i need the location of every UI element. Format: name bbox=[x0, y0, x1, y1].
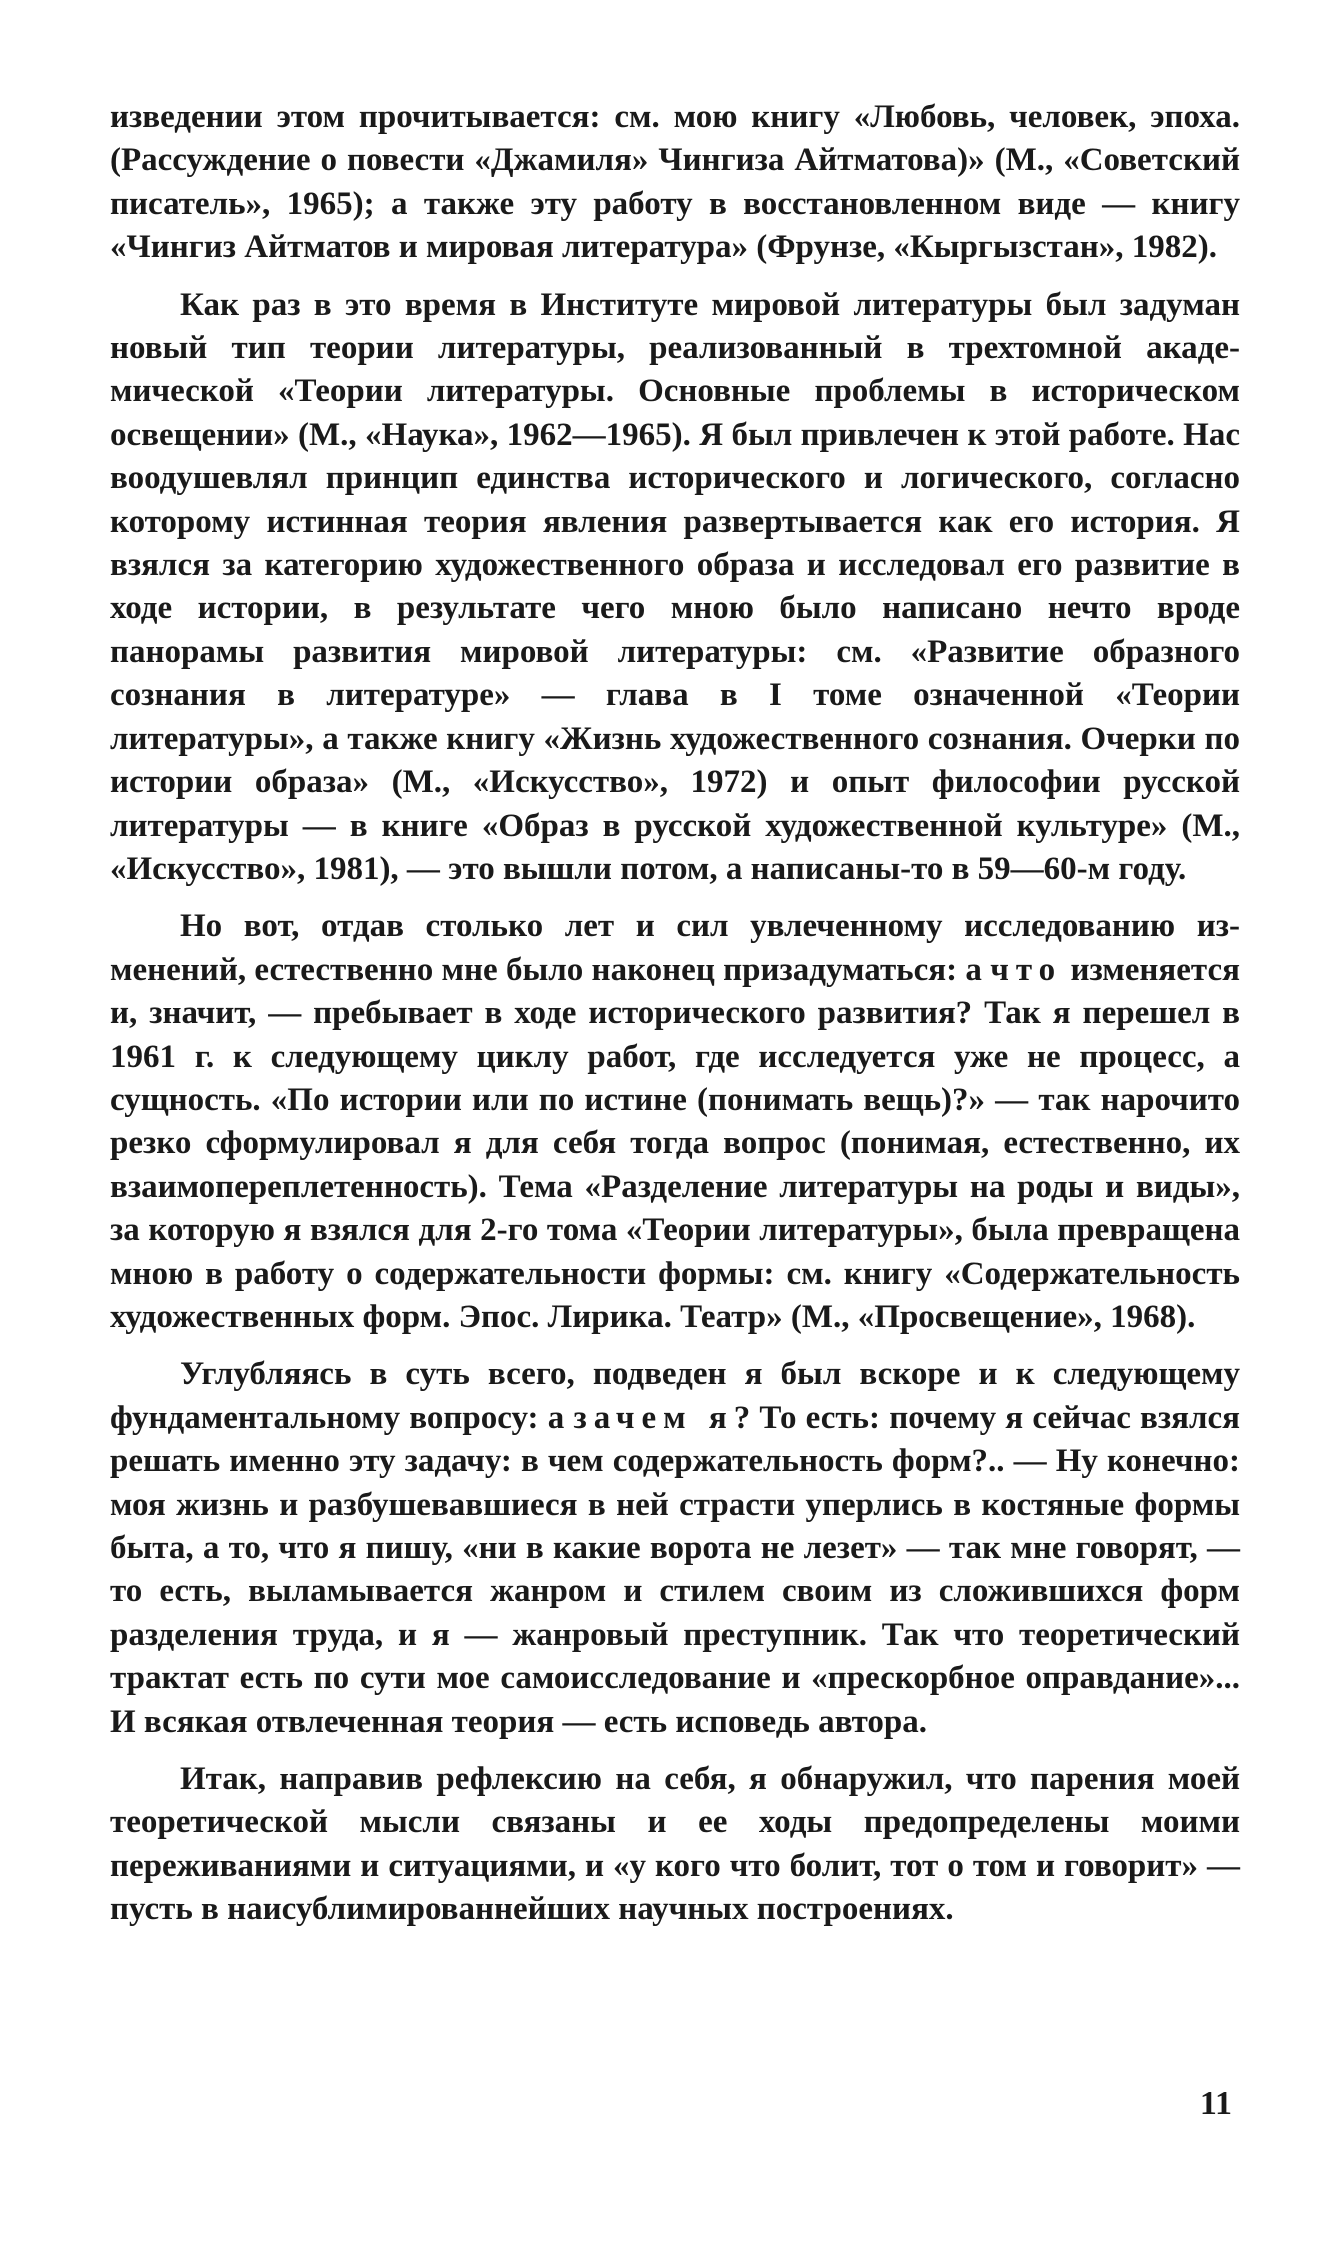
paragraph-3-part-2: изменяется и, значит, — пребывает в ходе исторического развития? Так я перешел в 1961 г. к следующему циклу работ, где исследуется уже не процесс, а сущность. «По истории или по истине (понимать вещь)?» — так нарочито резко сформулировал я для себя тогда вопрос (понимая, естественно, их взаимопереплетенность). Тема «Разделение литературы на роды и виды», за которую я взялся для 2-го тома «Теории литературы», была превращена мною в работу о содержательности формы: см. книгу «Содержательность художественных форм. Эпос. Лирика. Театр» (М., «Просвещение», 1968). bbox=[110, 951, 1240, 1335]
paragraph-1: изведении этом прочитывается: см. мою книгу «Любовь, человек, эпоха. (Рассуждение о повести «Джамиля» Чингиза Айтматова)» (М., «Советский писатель», 1965); а также эту работу в восстановленном виде — книгу «Чингиз Айтматов и мировая литература» (Фрунзе, «Кыргызстан», 1982). bbox=[110, 99, 1240, 266]
page-number: 11 bbox=[1199, 2085, 1232, 2122]
paragraph-4 bbox=[110, 1353, 1240, 1744]
paragraph-3-emphasis: что bbox=[990, 951, 1063, 988]
paragraph-4-part-2: ? То есть: почему я сейчас взялся решать именно эту задачу: в чем содержательность форм?.. — Ну конечно: моя жизнь и разбушевавшиеся в ней страсти уперлись в костяные формы быта, а то, что я пишу, «ни в какие ворота не лезет» — так мне говорят, — то есть, выламывается жанром и стилем своим из сложившихся форм разделения труда, и я — жанровый преступник. Так что теоретический трактат есть по сути мое самоисследование и «прескорбное оправдание»... И всякая отвлеченная теория — есть исповедь автора. bbox=[110, 1399, 1241, 1740]
paragraph-4-emphasis: зачем я bbox=[573, 1399, 734, 1436]
paragraph-5: Итак, направив рефлексию на себя, я обнаружил, что парения моей теоретической мысли связаны и ее ходы предопределены моими переживаниями и ситуациями, и «у кого что болит, тот о том и говорит» — пусть в наисублимированнейших научных построениях. bbox=[110, 1761, 1240, 1928]
paragraph-4-part-1: Углубляясь в суть всего, подведен я был вскоре и к следующему фундаментальному вопросу: а bbox=[110, 1356, 1240, 1436]
paragraph-3 bbox=[110, 905, 1240, 1339]
paragraph-2: Как раз в это время в Институте мировой литературы был задуман новый тип теории литературы, реализованный в трехтомной академической «Теории литературы. Основные проблемы в историческом освещении» (М., «Наука», 1962—1965). Я был привлечен к этой работе. Нас воодушевлял принцип единства исторического и логического, согласно которому истинная теория явления развертывается как его история. Я взялся за категорию художественного образа и исследовал его развитие в ходе истории, в результате чего мною было написано нечто вроде панорамы развития мировой литературы: см. «Развитие образного сознания в литературе» — глава в I томе означенной «Теории литературы», а также книгу «Жизнь художественного сознания. Очерки по истории образа» (М., «Искусство», 1972) и опыт философии русской литературы — в книге «Образ в русской художественной культуре» (М., «Искусство», 1981), — это вышли потом, а написаны-то в 59—60-м году. bbox=[110, 286, 1240, 887]
page-body bbox=[110, 96, 1240, 1946]
paragraph-3-part-1: Но вот, отдав столько лет и сил увлеченному исследованию изменений, естественно мне было наконец призадуматься: а bbox=[110, 908, 1240, 988]
